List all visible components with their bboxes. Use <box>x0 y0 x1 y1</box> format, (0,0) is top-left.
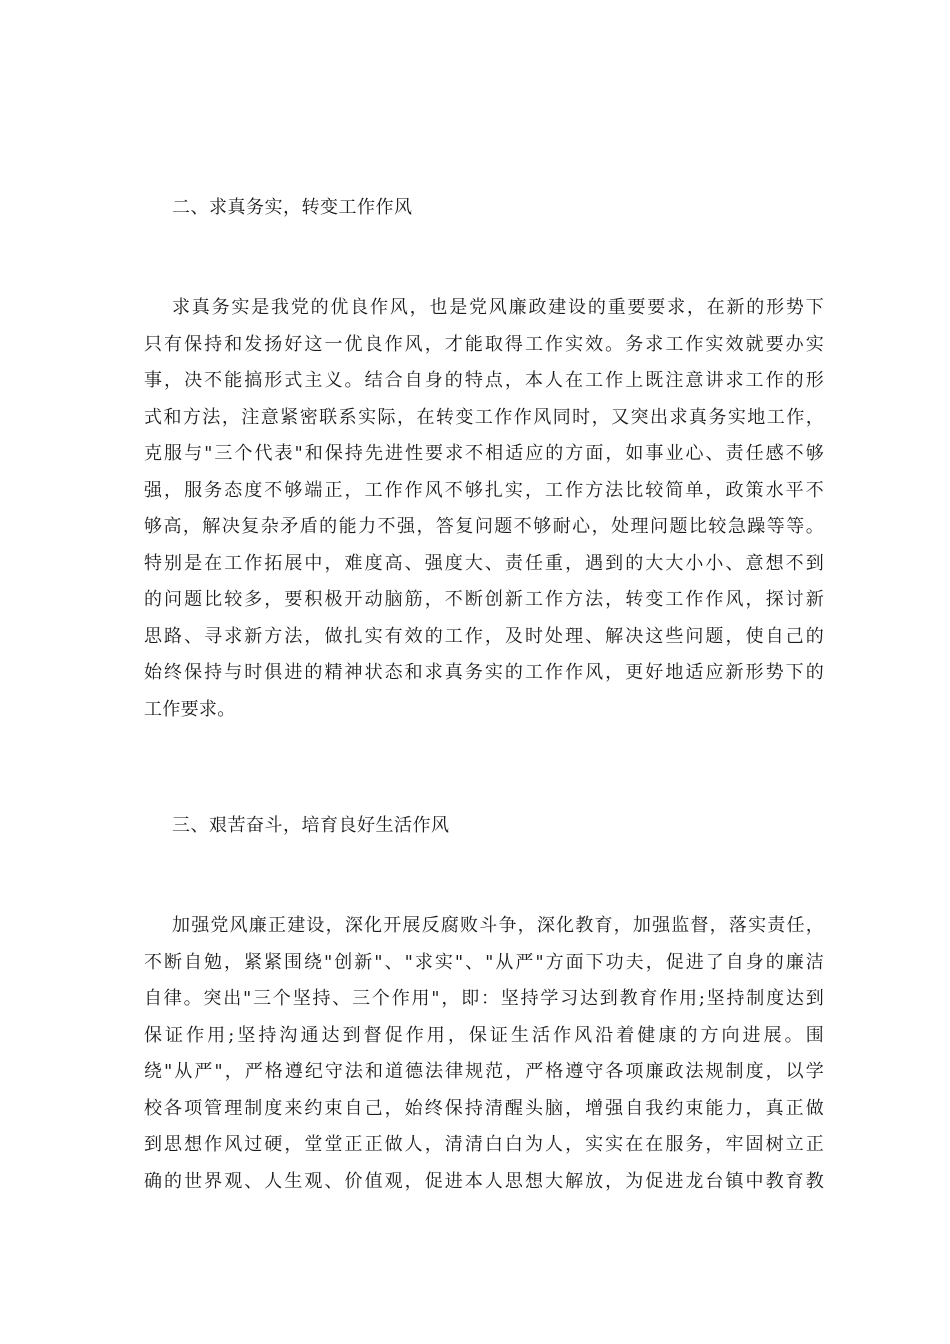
paragraph-line: 特别是在工作拓展中，难度高、强度大、责任重，遇到的大大小小、意想不到 <box>144 552 824 574</box>
paragraph-line: 够高，解决复杂矛盾的能力不强，答复问题不够耐心，处理问题比较急躁等等。 <box>144 516 824 537</box>
paragraph-line: 到思想作风过硬，堂堂正正做人，清清白白为人，实实在在服务，牢固树立正 <box>144 1134 824 1155</box>
paragraph-line: 工作要求。 <box>144 698 236 720</box>
paragraph-line: 绕"从严"，严格遵纪守法和道德法律规范，严格遵守各项廉政法规制度，以学 <box>144 1061 824 1082</box>
paragraph-line: 求真务实是我党的优良作风，也是党风廉政建设的重要要求，在新的形势下 <box>172 297 824 318</box>
paragraph-line: 不断自勉，紧紧围绕"创新"、"求实"、"从严"方面下功夫，促进了自身的廉洁 <box>144 951 824 973</box>
paragraph-line: 强，服务态度不够端正，工作作风不够扎实，工作方法比较简单，政策水平不 <box>144 479 824 501</box>
paragraph-line: 自律。突出"三个坚持、三个作用"，即：坚持学习达到教育作用;坚持制度达到 <box>144 988 824 1009</box>
paragraph-line: 加强党风廉正建设，深化开展反腐败斗争，深化教育，加强监督，落实责任， <box>172 915 824 936</box>
paragraph-line: 只有保持和发扬好这一优良作风，才能取得工作实效。务求工作实效就要办实 <box>144 333 824 355</box>
section-heading-work-style: 二、求真务实，转变工作作风 <box>172 197 413 218</box>
paragraph-line: 始终保持与时俱进的精神状态和求真务实的工作作风，更好地适应新形势下的 <box>144 662 824 683</box>
paragraph-line: 校各项管理制度来约束自己，始终保持清醒头脑，增强自我约束能力，真正做 <box>144 1097 824 1119</box>
paragraph-line: 式和方法，注意紧密联系实际，在转变工作作风同时，又突出求真务实地工作， <box>144 406 824 428</box>
paragraph-line: 的问题比较多，要积极开动脑筋，不断创新工作方法，转变工作作风，探讨新 <box>144 589 824 610</box>
paragraph-line: 事，决不能搞形式主义。结合自身的特点，本人在工作上既注意讲求工作的形 <box>144 370 824 391</box>
paragraph-line: 思路、寻求新方法，做扎实有效的工作，及时处理、解决这些问题，使自己的 <box>144 625 824 647</box>
section-heading-life-style: 三、艰苦奋斗，培育良好生活作风 <box>172 815 450 836</box>
paragraph-line: 保证作用;坚持沟通达到督促作用，保证生活作风沿着健康的方向进展。围 <box>144 1024 824 1046</box>
paragraph-line: 确的世界观、人生观、价值观，促进本人思想大解放，为促进龙台镇中教育教 <box>144 1170 824 1192</box>
paragraph-line: 克服与"三个代表"和保持先进性要求不相适应的方面，如事业心、责任感不够 <box>144 443 824 464</box>
paragraph-life-style <box>144 908 824 1200</box>
paragraph-work-style <box>144 290 824 728</box>
